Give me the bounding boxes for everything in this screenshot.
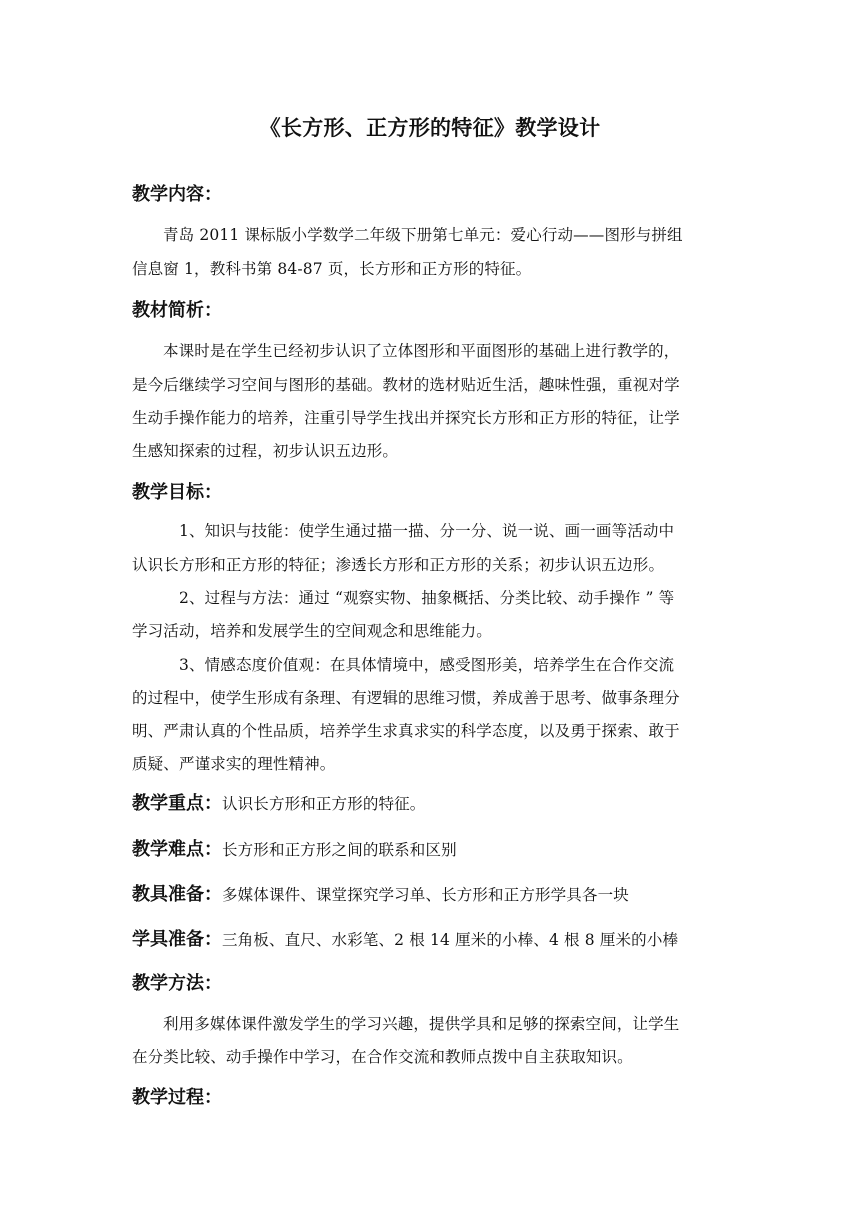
difficulty-text: 长方形和正方形之间的联系和区别 xyxy=(222,841,457,859)
paragraph-line: 明、严肃认真的个性品质，培养学生求真求实的科学态度，以及勇于探索、敢于 xyxy=(132,722,680,740)
teacher-tools-heading: 教具准备： xyxy=(132,884,222,905)
paragraph-line: 是今后继续学习空间与图形的基础。教材的选材贴近生活，趣味性强，重视对学 xyxy=(132,376,680,394)
difficulty-row xyxy=(132,836,457,864)
paragraph-line: 青岛 2011 课标版小学数学二年级下册第七单元：爱心行动——图形与拼组 xyxy=(163,226,683,244)
document-title: 《长方形、正方形的特征》教学设计 xyxy=(259,116,601,140)
paragraph-line: 本课时是在学生已经初步认识了立体图形和平面图形的基础上进行教学的， xyxy=(163,342,680,360)
paragraph-line: 2、过程与方法：通过 “观察实物、抽象概括、分类比较、动手操作 ” 等 xyxy=(179,589,675,607)
teacher-tools-row xyxy=(132,881,629,909)
paragraph-line: 3、情感态度价值观：在具体情境中，感受图形美，培养学生在合作交流 xyxy=(179,656,675,674)
paragraph-line: 质疑、严谨求实的理性精神。 xyxy=(132,755,336,773)
section-heading-content: 教学内容： xyxy=(132,184,222,205)
difficulty-heading: 教学难点： xyxy=(132,839,222,860)
teacher-tools-text: 多媒体课件、课堂探究学习单、长方形和正方形学具各一块 xyxy=(222,886,629,904)
paragraph-line: 认识长方形和正方形的特征；渗透长方形和正方形的关系；初步认识五边形。 xyxy=(132,556,665,574)
paragraph-line: 在分类比较、动手操作中学习，在合作交流和教师点拨中自主获取知识。 xyxy=(132,1048,633,1066)
student-tools-row xyxy=(132,926,678,954)
section-heading-method: 教学方法： xyxy=(132,973,222,994)
student-tools-text: 三角板、直尺、水彩笔、2 根 14 厘米的小棒、4 根 8 厘米的小棒 xyxy=(222,931,679,949)
paragraph-line: 信息窗 1，教科书第 84-87 页，长方形和正方形的特征。 xyxy=(132,260,532,278)
section-heading-goals: 教学目标： xyxy=(132,482,222,503)
paragraph-line: 的过程中，使学生形成有条理、有逻辑的思维习惯，养成善于思考、做事条理分 xyxy=(132,689,680,707)
paragraph-line: 1、知识与技能：使学生通过描一描、分一分、说一说、画一画等活动中 xyxy=(179,522,675,540)
paragraph-line: 生动手操作能力的培养，注重引导学生找出并探究长方形和正方形的特征，让学 xyxy=(132,409,680,427)
key-point-heading: 教学重点： xyxy=(132,793,222,814)
key-point-text: 认识长方形和正方形的特征。 xyxy=(222,795,426,813)
paragraph-line: 生感知探索的过程，初步认识五边形。 xyxy=(132,442,399,460)
student-tools-heading: 学具准备： xyxy=(132,929,222,950)
section-heading-analysis: 教材简析： xyxy=(132,300,222,321)
key-point-row xyxy=(132,790,425,818)
paragraph-line: 学习活动，培养和发展学生的空间观念和思维能力。 xyxy=(132,622,492,640)
paragraph-line: 利用多媒体课件激发学生的学习兴趣，提供学具和足够的探索空间，让学生 xyxy=(163,1015,680,1033)
section-heading-process: 教学过程： xyxy=(132,1087,222,1108)
